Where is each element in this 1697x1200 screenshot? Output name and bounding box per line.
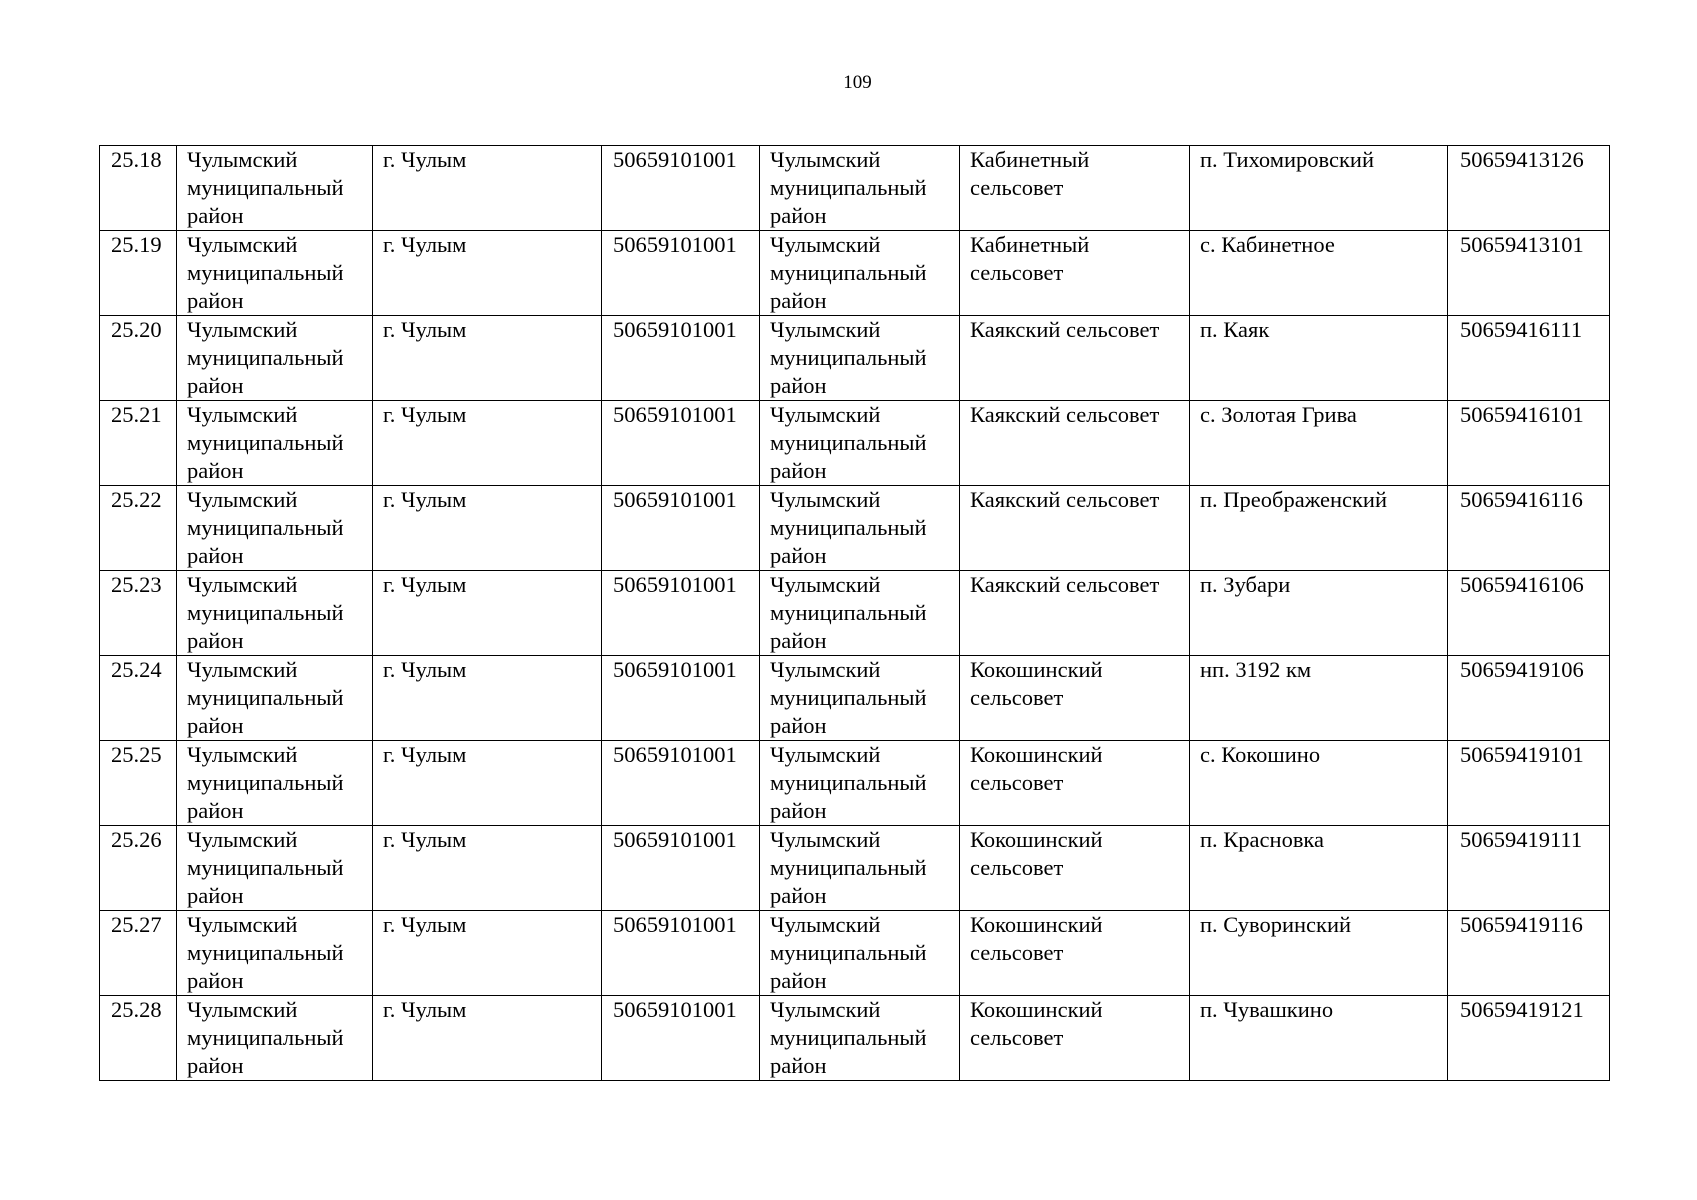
row-number-cell: 25.28 [100, 996, 177, 1081]
locality-cell: п. Каяк [1190, 316, 1448, 401]
district-cell: Чулымский муниципальный район [177, 231, 373, 316]
row-number-cell: 25.20 [100, 316, 177, 401]
row-number-cell: 25.23 [100, 571, 177, 656]
district-cell: Чулымский муниципальный район [177, 741, 373, 826]
municipality-district-cell: Чулымский муниципальный район [760, 656, 960, 741]
table-row [100, 826, 1610, 911]
district-cell: Чулымский муниципальный район [177, 996, 373, 1081]
page-number: 109 [843, 72, 872, 93]
municipality-district-cell: Чулымский муниципальный район [760, 911, 960, 996]
district-cell: Чулымский муниципальный район [177, 146, 373, 231]
district-cell: Чулымский муниципальный район [177, 911, 373, 996]
table-body [100, 146, 1610, 1081]
locality-oktmo-cell: 50659416101 [1448, 401, 1610, 486]
admin-center-oktmo-cell: 50659101001 [602, 401, 760, 486]
admin-center-cell: г. Чулым [373, 401, 602, 486]
admin-center-oktmo-cell: 50659101001 [602, 316, 760, 401]
table-row [100, 996, 1610, 1081]
admin-center-oktmo-cell: 50659101001 [602, 486, 760, 571]
admin-center-cell: г. Чулым [373, 571, 602, 656]
admin-center-cell: г. Чулым [373, 316, 602, 401]
locality-cell: нп. 3192 км [1190, 656, 1448, 741]
admin-center-oktmo-cell: 50659101001 [602, 231, 760, 316]
municipality-district-cell: Чулымский муниципальный район [760, 486, 960, 571]
admin-center-cell: г. Чулым [373, 996, 602, 1081]
locality-oktmo-cell: 50659419101 [1448, 741, 1610, 826]
table-row [100, 316, 1610, 401]
admin-center-oktmo-cell: 50659101001 [602, 146, 760, 231]
admin-center-oktmo-cell: 50659101001 [602, 741, 760, 826]
locality-oktmo-cell: 50659413126 [1448, 146, 1610, 231]
municipality-district-cell: Чулымский муниципальный район [760, 146, 960, 231]
locality-oktmo-cell: 50659416111 [1448, 316, 1610, 401]
locality-cell: п. Тихомировский [1190, 146, 1448, 231]
admin-center-oktmo-cell: 50659101001 [602, 571, 760, 656]
district-cell: Чулымский муниципальный район [177, 826, 373, 911]
settlement-cell: Кокошинский сельсовет [960, 656, 1190, 741]
municipality-district-cell: Чулымский муниципальный район [760, 741, 960, 826]
table-row [100, 571, 1610, 656]
row-number-cell: 25.19 [100, 231, 177, 316]
settlement-cell: Кокошинский сельсовет [960, 911, 1190, 996]
row-number-cell: 25.25 [100, 741, 177, 826]
admin-center-cell: г. Чулым [373, 911, 602, 996]
admin-center-cell: г. Чулым [373, 146, 602, 231]
row-number-cell: 25.26 [100, 826, 177, 911]
admin-center-cell: г. Чулым [373, 231, 602, 316]
district-cell: Чулымский муниципальный район [177, 656, 373, 741]
settlement-cell: Каякский сельсовет [960, 486, 1190, 571]
municipality-district-cell: Чулымский муниципальный район [760, 826, 960, 911]
locality-cell: с. Золотая Грива [1190, 401, 1448, 486]
locality-cell: п. Зубари [1190, 571, 1448, 656]
municipality-district-cell: Чулымский муниципальный район [760, 996, 960, 1081]
admin-center-cell: г. Чулым [373, 486, 602, 571]
municipality-district-cell: Чулымский муниципальный район [760, 571, 960, 656]
locality-cell: п. Суворинский [1190, 911, 1448, 996]
locality-oktmo-cell: 50659416106 [1448, 571, 1610, 656]
municipality-district-cell: Чулымский муниципальный район [760, 316, 960, 401]
locality-cell: с. Кабинетное [1190, 231, 1448, 316]
settlement-cell: Кабинетный сельсовет [960, 231, 1190, 316]
locality-oktmo-cell: 50659413101 [1448, 231, 1610, 316]
locality-oktmo-cell: 50659416116 [1448, 486, 1610, 571]
district-cell: Чулымский муниципальный район [177, 571, 373, 656]
settlement-cell: Каякский сельсовет [960, 401, 1190, 486]
admin-center-cell: г. Чулым [373, 741, 602, 826]
locality-cell: п. Преображенский [1190, 486, 1448, 571]
table-row [100, 741, 1610, 826]
settlement-cell: Кокошинский сельсовет [960, 826, 1190, 911]
settlement-cell: Кокошинский сельсовет [960, 996, 1190, 1081]
table-row [100, 401, 1610, 486]
locality-oktmo-cell: 50659419111 [1448, 826, 1610, 911]
district-cell: Чулымский муниципальный район [177, 486, 373, 571]
table-row [100, 911, 1610, 996]
admin-center-oktmo-cell: 50659101001 [602, 656, 760, 741]
locality-oktmo-cell: 50659419106 [1448, 656, 1610, 741]
locality-cell: п. Чувашкино [1190, 996, 1448, 1081]
district-cell: Чулымский муниципальный район [177, 401, 373, 486]
locality-oktmo-cell: 50659419121 [1448, 996, 1610, 1081]
settlement-cell: Каякский сельсовет [960, 316, 1190, 401]
admin-center-oktmo-cell: 50659101001 [602, 996, 760, 1081]
locality-cell: с. Кокошино [1190, 741, 1448, 826]
admin-center-oktmo-cell: 50659101001 [602, 911, 760, 996]
municipality-district-cell: Чулымский муниципальный район [760, 401, 960, 486]
locality-cell: п. Красновка [1190, 826, 1448, 911]
settlements-table [99, 145, 1610, 1081]
table-row [100, 231, 1610, 316]
table-row [100, 656, 1610, 741]
row-number-cell: 25.22 [100, 486, 177, 571]
district-cell: Чулымский муниципальный район [177, 316, 373, 401]
row-number-cell: 25.18 [100, 146, 177, 231]
row-number-cell: 25.24 [100, 656, 177, 741]
admin-center-cell: г. Чулым [373, 826, 602, 911]
settlement-cell: Кабинетный сельсовет [960, 146, 1190, 231]
admin-center-cell: г. Чулым [373, 656, 602, 741]
admin-center-oktmo-cell: 50659101001 [602, 826, 760, 911]
municipality-district-cell: Чулымский муниципальный район [760, 231, 960, 316]
row-number-cell: 25.27 [100, 911, 177, 996]
table-row [100, 146, 1610, 231]
row-number-cell: 25.21 [100, 401, 177, 486]
locality-oktmo-cell: 50659419116 [1448, 911, 1610, 996]
settlement-cell: Каякский сельсовет [960, 571, 1190, 656]
settlement-cell: Кокошинский сельсовет [960, 741, 1190, 826]
table-row [100, 486, 1610, 571]
